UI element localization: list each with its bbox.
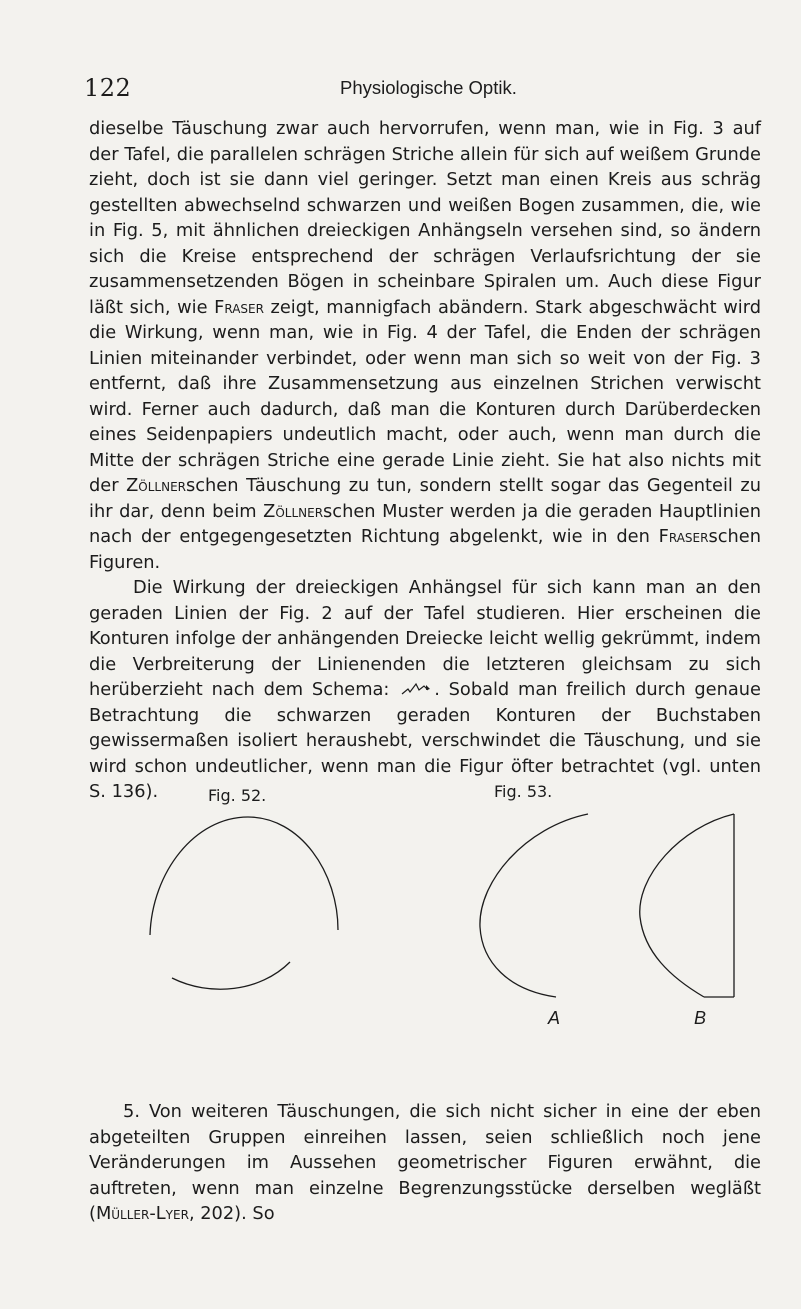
author-name: Müller-Lyer [95,1203,189,1224]
fig-52-caption: Fig. 52. [208,786,267,805]
author-name: Fraser [214,296,264,318]
text-segment: . Sobald man freilich durch genaue Betrachtung die schwarzen geraden Konturen der Buchstaben gewissermaßen isoliert heraushebt, verschwindet die Täuschung, und sie wird schon undeutlicher, wenn man die Figur öfter betrachtet (vgl. unten S. 136). [89,679,761,802]
author-name: Zöllner [263,500,324,522]
figures-area [0,782,801,1028]
fig-53-label-b: B [694,1008,707,1028]
section-5-text [89,1099,761,1227]
paragraph-3 [89,1099,761,1227]
author-name: Fraser [658,526,709,547]
fig-53a-arc [480,814,588,997]
fig-52-upper-arc [150,817,338,935]
fig-53b-arc [640,814,734,997]
figure-52 [130,812,350,992]
running-head: Physiologische Optik. [340,77,517,98]
paragraph-2 [89,575,761,805]
text-segment: zeigt, mannigfach abändern. Stark abgeschwächt wird die Wirkung, wenn man, wie in Fig. 4 der Tafel, die Enden der schrägen Linien miteinander verbindet, oder wenn man sich so weit von der Fig. 3 entfernt, daß ihre Zusammensetzung aus einzelnen Strichen verwischt wird. Ferner auch dadurch, daß man die Konturen durch Darüberdecken eines Seidenpapiers undeutlich macht, oder auch, wenn man durch die Mitte der schrägen Striche eine gerade Linie zieht. Sie hat also nichts mit der [89,296,761,496]
text-segment: schen Figuren. [89,526,761,573]
page-header [84,74,764,102]
wavy-schema-glyph [400,681,432,697]
text-segment: schen Täuschung zu tun, sondern stellt sogar das Gegenteil zu ihr dar, denn beim [89,475,761,522]
page-number: 122 [84,74,132,102]
fig-53-label-a: A [548,1008,561,1028]
text-segment: , 202). So [188,1203,275,1224]
paragraph-1 [89,116,761,575]
fig-52-lower-arc [172,962,290,989]
author-name: Zöllner [126,475,186,496]
text-segment: schen Muster werden ja die geraden Hauptlinien nach der entgegengesetzten Richtung abgelenkt, wie in den [89,500,761,547]
text-segment: dieselbe Täuschung zwar auch hervorrufen, wenn man, wie in Fig. 3 auf der Tafel, die parallelen schrägen Striche allein für sich auf weißem Grunde zieht, doch ist sie dann viel geringer. Setzt man einen Kreis aus schräg gestellten abwechselnd schwarzen und weißen Bogen zusammen, die, wie in Fig. 5, mit ähnlichen dreieckigen Anhängseln versehen sind, so ändern sich die Kreise entsprechend der schrägen Verlaufsrichtung der sie zusammensetzenden Bögen in scheinbare Spiralen um. Auch diese Figur läßt sich, wie [89,118,761,318]
fig-53-caption: Fig. 53. [494,782,553,801]
text-segment: Die Wirkung der dreieckigen Anhängsel für sich kann man an den geraden Linien der Fig. 2 auf der Tafel studieren. Hier erscheinen die Konturen infolge der anhängenden Dreiecke leicht wellig gekrümmt, indem die Verbreiterung der Linienenden die letzteren gleichsam zu sich herüberzieht nach dem Schema: [89,577,761,700]
text-segment: 5. Von weiteren Täuschungen, die sich nicht sicher in eine der eben abgeteilten Gruppen einreihen lassen, seien schließlich noch jene Veränderungen im Aussehen geometrischer Figuren erwähnt, die auftreten, wenn man einzelne Begrenzungsstücke derselben wegläßt ( [89,1101,761,1224]
main-text [89,116,761,805]
figure-53 [470,812,750,1002]
